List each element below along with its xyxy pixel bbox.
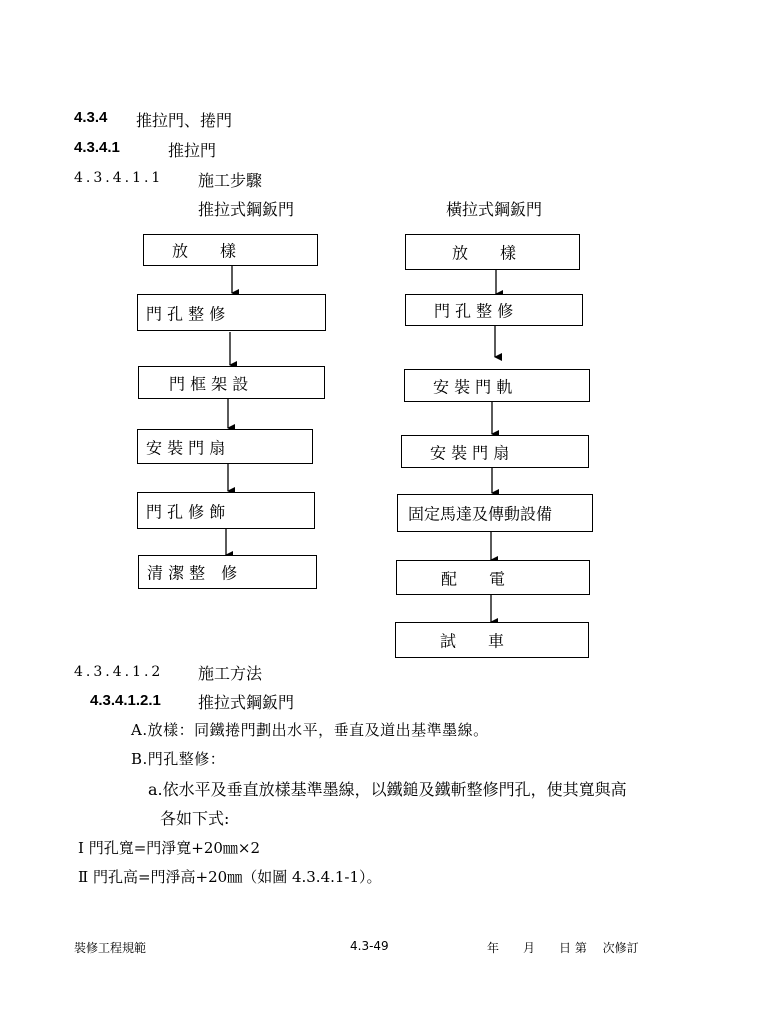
left-step-label-5: 門 孔 修 飾 (146, 502, 226, 521)
right-step-label-5: 固定馬達及傳動設備 (408, 504, 553, 524)
method-section-number: 4.3.4.1.2 (74, 664, 164, 680)
footer-revision-date: 年 月 日 第 次修訂 (487, 941, 639, 955)
step-a-text: A.放樣：同鐵捲門劃出水平，垂直及道出基準墨線。 (131, 721, 489, 739)
step-b-text: B.門孔整修： (131, 750, 226, 768)
left-step-label-2: 門 孔 整 修 (146, 304, 226, 323)
right-step-label-6: 配 電 (441, 569, 506, 588)
left-step-label-6: 清 潔 整 修 (147, 563, 238, 583)
right-step-box-7 (395, 622, 589, 658)
left-step-box-2 (137, 294, 326, 331)
formula-door-width: Ⅰ 門孔寬=門淨寬+20㎜×2 (78, 839, 261, 857)
left-step-label-4: 安 裝 門 扇 (146, 438, 226, 457)
right-step-box-3 (404, 369, 590, 402)
footer-document-title: 裝修工程規範 (74, 941, 147, 955)
heading-4-3-4-number: 4.3.4 (74, 109, 108, 126)
right-step-box-1 (405, 234, 580, 270)
method-subsection-number: 4.3.4.1.2.1 (90, 692, 161, 709)
left-step-label-3: 門 框 架 設 (169, 374, 249, 393)
formula-door-height: Ⅱ 門孔高=門淨高+20㎜（如圖 4.3.4.1-1）。 (78, 868, 382, 886)
right-step-box-2 (405, 294, 583, 326)
heading-4-3-4-title: 推拉門、捲門 (136, 111, 233, 130)
heading-4-3-4-1-number: 4.3.4.1 (74, 139, 120, 156)
right-step-label-2: 門 孔 整 修 (434, 301, 514, 321)
heading-4-3-4-1-title: 推拉門 (168, 141, 217, 160)
left-step-box-4 (137, 429, 313, 464)
left-step-box-6 (138, 555, 317, 589)
right-step-box-4 (401, 435, 589, 468)
left-step-box-5 (137, 492, 315, 529)
left-step-label-1: 放 樣 (172, 241, 237, 261)
method-section-title: 施工方法 (198, 664, 263, 683)
right-step-label-4: 安 裝 門 扇 (430, 443, 510, 462)
step-b-a-text-line2: 各如下式: (160, 809, 230, 828)
heading-4-3-4-1-1-title: 施工步驟 (198, 171, 263, 190)
right-step-label-7: 試 車 (440, 631, 505, 651)
right-step-label-3: 安 裝 門 軌 (433, 377, 513, 396)
flowchart-right-title: 橫拉式鋼鈑門 (446, 200, 543, 219)
method-subsection-title: 推拉式鋼鈑門 (198, 693, 295, 712)
right-step-label-1: 放 樣 (452, 243, 517, 263)
right-step-box-5 (397, 494, 593, 532)
footer-page-number: 4.3-49 (350, 939, 389, 953)
heading-4-3-4-1-1-number: 4.3.4.1.1 (74, 170, 164, 186)
right-step-box-6 (396, 560, 590, 595)
step-b-a-text-line1: a.依水平及垂直放樣基準墨線，以鐵鎚及鐵斬整修門孔，使其寬與高 (148, 780, 627, 799)
left-step-box-1 (143, 234, 318, 266)
flowchart-left-title: 推拉式鋼鈑門 (198, 200, 295, 219)
left-step-box-3 (138, 366, 325, 399)
